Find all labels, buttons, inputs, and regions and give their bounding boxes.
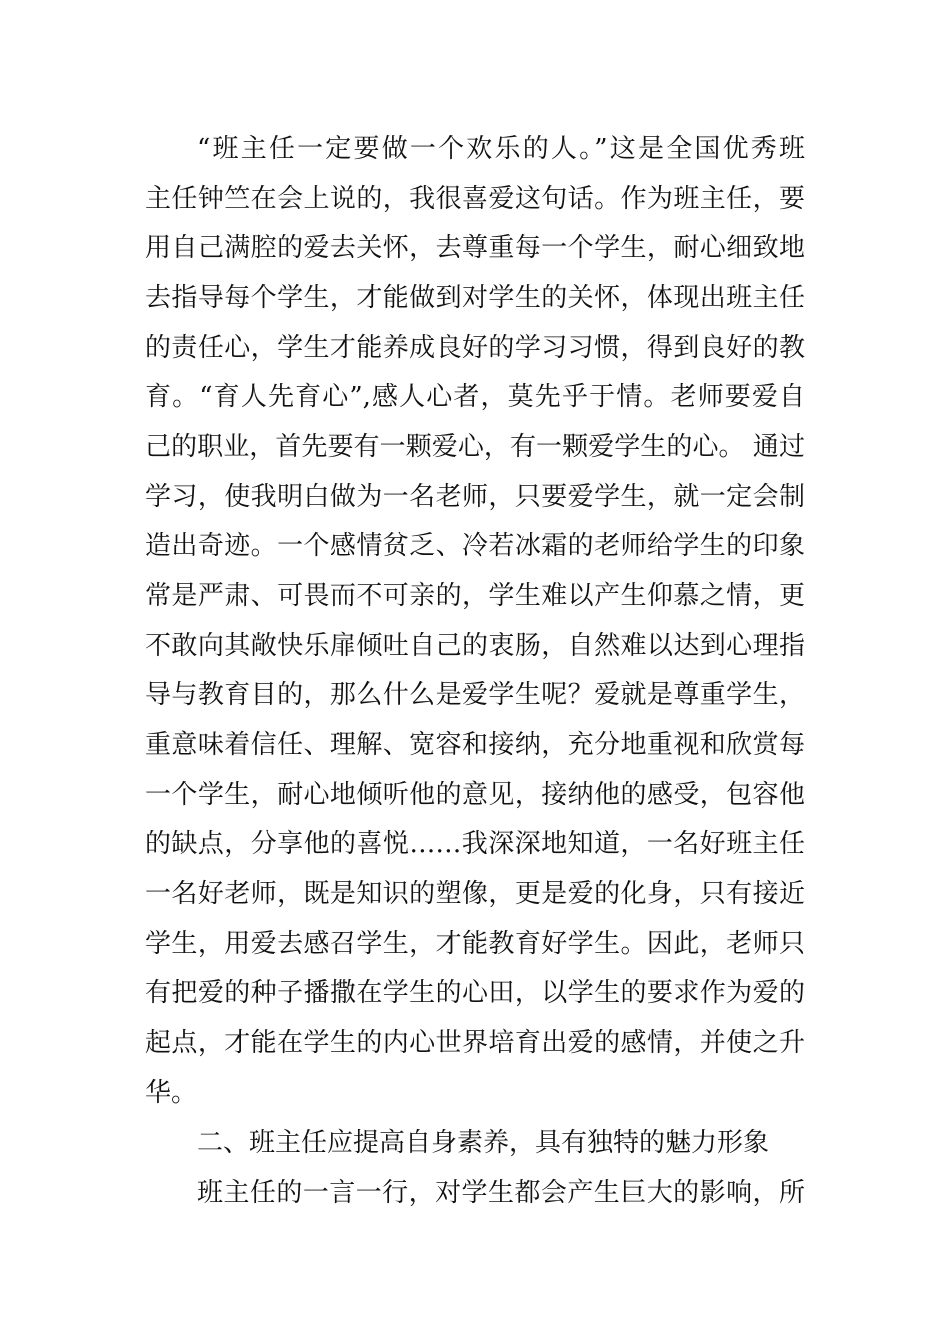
section-heading: 二、班主任应提高自身素养，具有独特的魅力形象: [197, 1128, 770, 1158]
paragraph-line: 主任钟竺在会上说的，我很喜爱这句话。作为班主任，要: [145, 184, 805, 214]
paragraph-line: 一名好老师，既是知识的塑像，更是爱的化身，只有接近: [145, 879, 805, 909]
paragraph-line: 学生，用爱去感召学生，才能教育好学生。因此，老师只: [145, 929, 805, 959]
paragraph-line: 己的职业，首先要有一颗爱心，有一颗爱学生的心。 通过: [145, 432, 805, 462]
paragraph-line: 的缺点，分享他的喜悦……我深深地知道，一名好班主任: [145, 829, 805, 859]
paragraph-line: 学习，使我明白做为一名老师，只要爱学生，就一定会制: [145, 482, 805, 512]
paragraph-line: “班主任一定要做一个欢乐的人。”这是全国优秀班: [197, 134, 805, 164]
paragraph-line: 育。“育人先育心”,感人心者，莫先乎于情。老师要爱自: [145, 382, 805, 412]
paragraph-line: 不敢向其敞快乐扉倾吐自己的衷肠，自然难以达到心理指: [145, 631, 805, 661]
paragraph-line: 有把爱的种子播撒在学生的心田，以学生的要求作为爱的: [145, 978, 805, 1008]
paragraph-line: 造出奇迹。一个感情贫乏、冷若冰霜的老师给学生的印象: [145, 531, 805, 561]
paragraph-line: 华。: [145, 1078, 198, 1108]
paragraph-line: 的责任心，学生才能养成良好的学习习惯，得到良好的教: [145, 333, 805, 363]
paragraph-line: 常是严肃、可畏而不可亲的，学生难以产生仰慕之情，更: [145, 581, 805, 611]
paragraph-line: 班主任的一言一行，对学生都会产生巨大的影响，所: [197, 1178, 805, 1208]
paragraph-line: 导与教育目的，那么什么是爱学生呢？爱就是尊重学生，: [145, 680, 805, 710]
paragraph-line: 去指导每个学生，才能做到对学生的关怀，体现出班主任: [145, 283, 805, 313]
paragraph-line: 一个学生，耐心地倾听他的意见，接纳他的感受，包容他: [145, 780, 805, 810]
paragraph-line: 起点，才能在学生的内心世界培育出爱的感情，并使之升: [145, 1028, 805, 1058]
paragraph-line: 重意味着信任、理解、宽容和接纳，充分地重视和欣赏每: [145, 730, 805, 760]
paragraph-line: 用自己满腔的爱去关怀，去尊重每一个学生，耐心细致地: [145, 233, 805, 263]
